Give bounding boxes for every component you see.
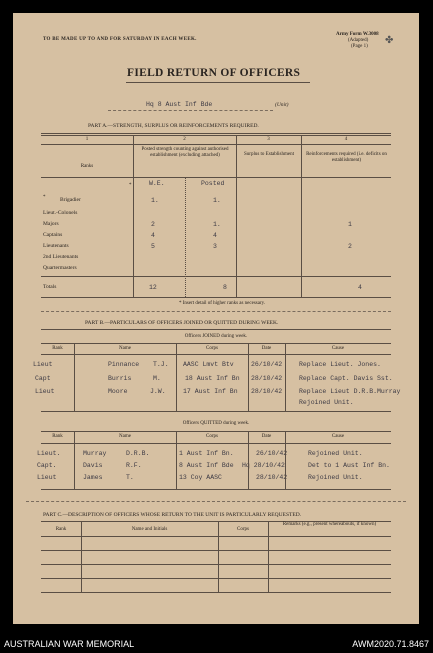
joined-header-corps: Corps xyxy=(206,346,218,351)
joined-rank: Capt xyxy=(35,375,51,382)
joined-initials: M. xyxy=(153,375,161,382)
part-c-title: PART C.—DESCRIPTION OF OFFICERS WHOSE RETURN TO THE UNIT IS PARTICULARLY REQUESTED. xyxy=(43,512,302,518)
posted-value: 1. xyxy=(213,221,221,228)
joined-date: 26/10/42 xyxy=(251,361,283,368)
joined-cause: Replace Lieut. Jones. xyxy=(299,361,381,368)
col-number-3: 3 xyxy=(267,137,270,142)
joined-surname: Burris xyxy=(108,375,132,382)
posted-value: 4 xyxy=(213,232,217,239)
unit-value: Hq 8 Aust Inf Bde xyxy=(146,101,213,108)
col-ranks-header: Ranks xyxy=(80,164,94,169)
joined-header-rank: Rank xyxy=(52,346,63,351)
quitted-header-corps: Corps xyxy=(206,434,218,439)
quitted-header-date: Date xyxy=(261,434,272,439)
col-number-4: 4 xyxy=(344,137,348,142)
total-reinf: 4 xyxy=(358,284,362,291)
joined-header-date: Date xyxy=(261,346,272,351)
total-we: 12 xyxy=(149,284,157,291)
top-note: TO BE MADE UP TO AND FOR SATURDAY IN EACH WEEK. xyxy=(43,37,197,42)
archive-footer xyxy=(0,636,433,653)
rank-label: Brigadier xyxy=(60,197,81,203)
joined-surname: Moore xyxy=(108,388,128,395)
col-posted-header: Posted strength counting against authorised establishment (excluding attached) xyxy=(141,147,229,158)
quitted-cause: Rejoined Unit. xyxy=(308,474,363,481)
reinf-value: 1 xyxy=(348,221,352,228)
joined-header-name: Name xyxy=(119,346,131,351)
total-posted: 8 xyxy=(223,284,227,291)
rank-label: 2nd Lieutenants xyxy=(43,254,79,260)
joined-corps: 18 Aust Inf Bn xyxy=(185,375,240,382)
part-c-header-rank: Rank xyxy=(55,527,67,532)
rank-label: Majors xyxy=(43,221,59,227)
quitted-header-rank: Rank xyxy=(52,434,63,439)
quitted-date: Hq 28/10/42 xyxy=(242,462,285,469)
joined-cause: Replace Lieut D.R.B.Murray xyxy=(299,388,401,395)
part-c-header-name: Name and Initials xyxy=(131,527,168,532)
quitted-rank: Capt. xyxy=(37,462,57,469)
footer-credit: AUSTRALIAN WAR MEMORIAL xyxy=(4,639,135,649)
form-number: Army Form W.3008 xyxy=(336,32,379,37)
joined-rank: Lieut xyxy=(33,361,53,368)
joined-date: 28/10/42 xyxy=(251,375,283,382)
quitted-corps: 13 Coy AASC xyxy=(179,474,222,481)
quitted-surname: Davis xyxy=(83,462,103,469)
joined-initials: J.W. xyxy=(150,388,166,395)
footer-accession: AWM2020.71.8467 xyxy=(352,639,429,649)
joined-rank: Lieut xyxy=(35,388,55,395)
totals-label: Totals xyxy=(43,284,57,290)
part-c-header-corps: Corps xyxy=(237,527,249,532)
joined-surname: Pinnance xyxy=(108,361,140,368)
quitted-corps: 8 Aust Inf Bde xyxy=(179,462,234,469)
quitted-rank: Lieut. xyxy=(37,450,61,457)
form-page: (Page 1) xyxy=(351,44,368,49)
we-value: 5 xyxy=(151,243,155,250)
quitted-initials: R.F. xyxy=(126,462,142,469)
quitted-initials: D.R.B. xyxy=(126,450,150,457)
joined-corps: 17 Aust Inf Bn xyxy=(183,388,238,395)
rank-label: Quartermasters xyxy=(43,265,77,271)
joined-cause-continued: Rejoined Unit. xyxy=(299,399,354,406)
unit-label: (Unit) xyxy=(275,102,289,108)
part-b-title: PART B.—PARTICULARS OF OFFICERS JOINED OR QUITTED DURING WEEK. xyxy=(85,320,279,326)
sub-header-posted: Posted xyxy=(201,180,225,187)
joined-title: Officers JOINED during week. xyxy=(184,334,248,339)
quitted-surname: James xyxy=(83,474,103,481)
we-value: 1. xyxy=(151,197,159,204)
quitted-cause: Det to 1 Aust Inf Bn. xyxy=(308,462,390,469)
col-number-1: 1 xyxy=(85,137,89,142)
quitted-cause: Rejoined Unit. xyxy=(308,450,363,457)
col-surplus-header: Surplus to Establishment xyxy=(244,152,294,157)
joined-date: 28/10/42 xyxy=(251,388,283,395)
quitted-surname: Murray xyxy=(83,450,107,457)
joined-header-cause: Cause xyxy=(331,346,345,351)
ink-mark: ✤ xyxy=(385,35,394,46)
rank-label: Lieutenants xyxy=(43,243,69,249)
col-number-2: 2 xyxy=(183,137,186,142)
quitted-initials: T. xyxy=(126,474,134,481)
we-value: 4 xyxy=(151,232,155,239)
quitted-date: 26/10/42 xyxy=(256,450,288,457)
quitted-corps: 1 Aust Inf Bn. xyxy=(179,450,234,457)
posted-value: 3 xyxy=(213,243,217,250)
sub-header-we: W.E. xyxy=(149,180,165,187)
reinf-value: 2 xyxy=(348,243,352,250)
joined-cause: Replace Capt. Davis Sst. xyxy=(299,375,393,382)
quitted-rank: Lieut xyxy=(37,474,57,481)
quitted-date: 28/10/42 xyxy=(256,474,288,481)
rank-label: Captains xyxy=(43,232,63,238)
col-reinf-header: Reinforcements required (i.e. deficits on establishment) xyxy=(306,152,387,163)
footnote: * Insert detail of higher ranks as necessary. xyxy=(179,301,266,306)
form-adapted: (Adapted) xyxy=(348,38,369,43)
part-a-title: PART A.—STRENGTH, SURPLUS OR REINFORCEMENTS REQUIRED. xyxy=(88,123,259,129)
posted-value: 1. xyxy=(213,197,221,204)
joined-corps: AASC Lmvt Btv xyxy=(183,361,234,368)
joined-initials: T.J. xyxy=(153,361,169,368)
quitted-header-name: Name xyxy=(119,434,131,439)
quitted-header-cause: Cause xyxy=(331,434,345,439)
rank-label: Lieut.-Colonels xyxy=(43,210,78,216)
document-sheet: TO BE MADE UP TO AND FOR SATURDAY IN EACH WEEK. Army Form W.3008 (Adapted) (Page 1) ✤ FIELD RETURN OF OFFICERS Hq 8 Aust Inf Bde (Unit) PART A.—STRENGTH, SURPLUS OR REINFORCEMENTS REQUIRED. 1 2 3 4 Ranks Posted strength counting against authorised establishment (excluding attached) Surplus to Establishment Reinforcements required (i.e. deficits on establishment) W.E. Posted Brigadier 1. 1. Lieut.-Colonels Majors 2 1. 1 Captains 4 4 Lieutenants 5 3 2 2nd Lieutenants Quartermasters * * Totals 12 8 4 * Insert detail of higher ranks as necessary. PART B.—PARTICULARS OF OFFICERS JOINED OR QUITTED DURING WEEK. Officers JOINED during week. Rank Name Corps Date Cause Lieut Pinnance T.J. AASC Lmvt Btv 26/10/42 Replace Lieut. Jones. Capt Burris M. 18 Aust Inf Bn 28/10/42 Replace Capt. Davis Sst. Lieut Moore J.W. 17 Aust Inf Bn 28/10/42 Replace Lieut D.R.B.Murray Rejoined Unit. Officers QUITTED during week. Rank Name Corps Date Cause Lieut. Murray D.R.B. 1 Aust Inf Bn. 26/10/42 Rejoined Unit. Capt. Davis R.F. 8 Aust Inf Bde Hq 28/10/42 Det to 1 Aust Inf Bn. Lieut James T. 13 Coy AASC 28/10/42 Rejoined Unit. PART C.—DESCRIPTION OF OFFICERS WHOSE RETURN TO THE UNIT IS PARTICULARLY REQUESTED. Rank Name and Initials Corps Remarks (e.g., present whereabouts, if known) xyxy=(13,13,419,624)
page-title: FIELD RETURN OF OFFICERS xyxy=(127,67,301,79)
part-c-header-remarks: Remarks (e.g., present whereabouts, if known) xyxy=(282,522,377,527)
we-value: 2 xyxy=(151,221,155,228)
quitted-title: Officers QUITTED during week. xyxy=(182,421,250,426)
